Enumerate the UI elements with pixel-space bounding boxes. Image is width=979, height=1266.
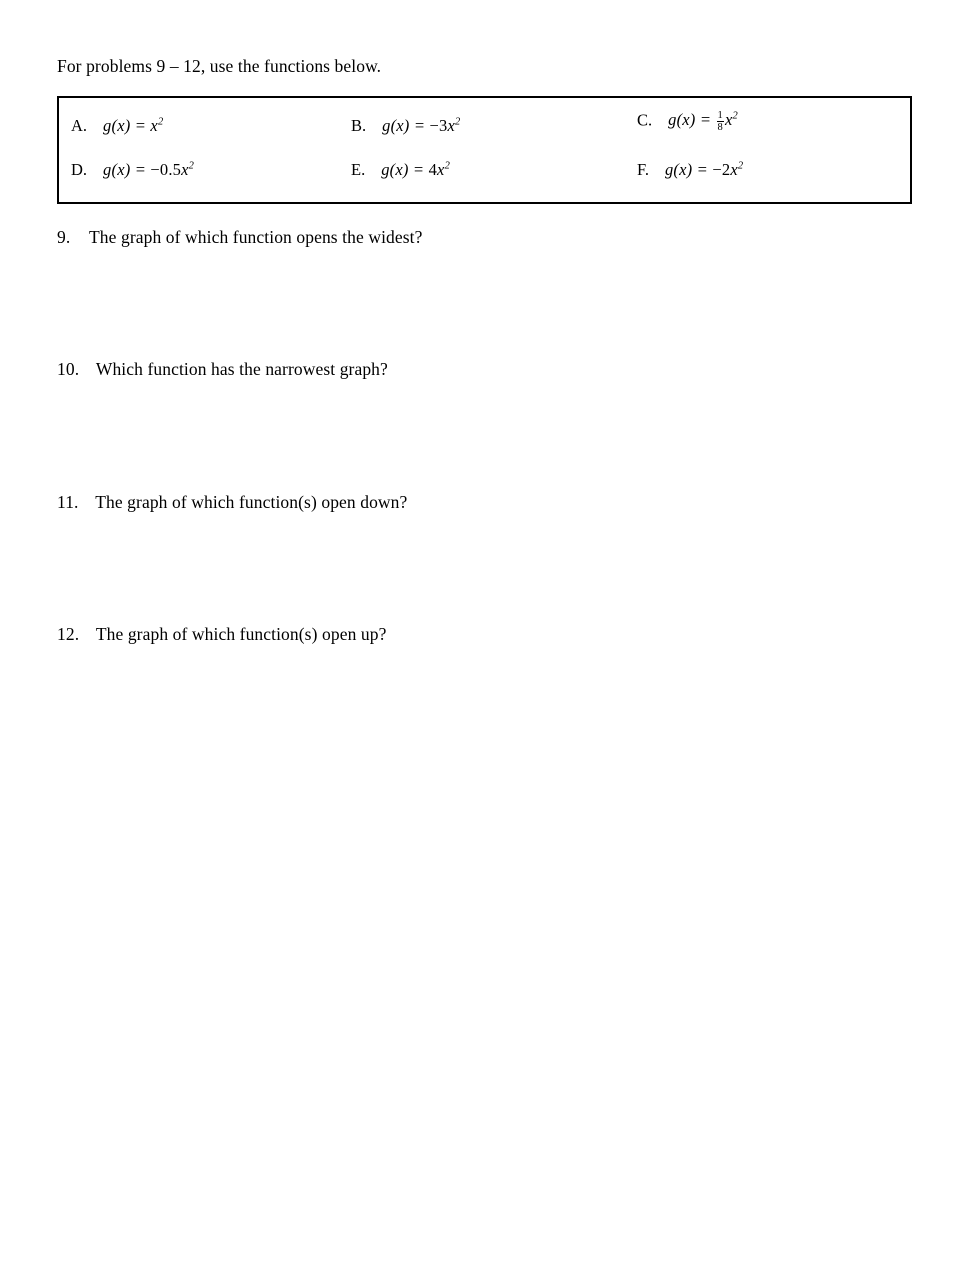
function-expression-b: $g(x) = -3x^2$ bbox=[382, 116, 461, 135]
question-12-text: The graph of which function(s) open up? bbox=[95, 624, 387, 644]
intro-instruction: For problems 9 – 12, use the functions below. bbox=[57, 56, 382, 76]
function-expression-a: $g(x) = x^2$ bbox=[103, 116, 164, 135]
function-expression-e: $g(x) = 4x^2$ bbox=[381, 160, 451, 179]
function-expression-f: $g(x) = -2x^2$ bbox=[664, 160, 744, 179]
function-item-a bbox=[71, 116, 163, 136]
function-expression-c: g(x) = $\frac{1}{8}$ $x^2$ bbox=[668, 110, 738, 134]
function-expression-d: $g(x) = -0.5x^2$ bbox=[103, 160, 195, 179]
function-letter-f: F. bbox=[637, 160, 649, 179]
question-9 bbox=[57, 227, 423, 248]
fraction-one-eighth: $\frac{1}{8}$ bbox=[717, 110, 723, 134]
function-list-box bbox=[57, 96, 912, 204]
question-11-text: The graph of which function(s) open down? bbox=[95, 492, 408, 512]
function-item-b bbox=[351, 116, 460, 136]
question-11-number: 11. bbox=[57, 492, 79, 512]
function-item-c bbox=[637, 110, 738, 133]
function-item-d bbox=[71, 160, 194, 180]
function-item-f bbox=[637, 160, 743, 180]
question-10-number: 10. bbox=[57, 359, 80, 379]
function-letter-e: E. bbox=[351, 160, 366, 179]
question-12 bbox=[57, 624, 386, 645]
function-letter-c: C. bbox=[637, 110, 653, 130]
function-letter-a: A. bbox=[71, 116, 88, 135]
function-item-e bbox=[351, 160, 450, 180]
function-letter-d: D. bbox=[71, 160, 88, 179]
question-10 bbox=[57, 359, 388, 380]
question-9-text: The graph of which function opens the widest? bbox=[88, 227, 423, 247]
question-10-text: Which function has the narrowest graph? bbox=[95, 359, 388, 379]
question-12-number: 12. bbox=[57, 624, 80, 644]
question-9-number: 9. bbox=[57, 227, 71, 247]
question-11 bbox=[57, 492, 407, 513]
function-letter-b: B. bbox=[351, 116, 367, 135]
